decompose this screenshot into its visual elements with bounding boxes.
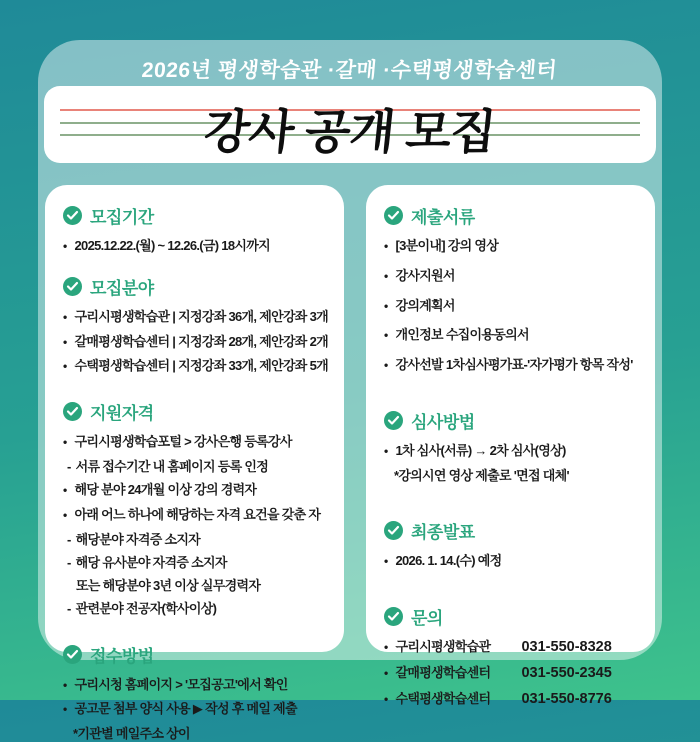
bullet-marker: • <box>383 268 388 283</box>
check-circle-icon <box>63 645 82 664</box>
bullet-marker: • <box>63 702 67 717</box>
list-subitem: - 서류 접수기간 내 홈페이지 등록 인정 <box>67 459 269 475</box>
contact-row <box>384 638 639 657</box>
contact-name: 구리시평생학습관 <box>395 638 491 654</box>
bullet-marker: • <box>383 554 388 569</box>
bullet-marker: • <box>383 666 388 681</box>
section-heading <box>384 408 639 433</box>
section-heading <box>384 604 639 629</box>
bullet-marker: • <box>63 239 67 253</box>
check-circle-icon <box>63 277 82 296</box>
bullet-marker: • <box>383 692 388 707</box>
section-heading <box>63 274 328 299</box>
section-heading <box>63 203 328 228</box>
footnote: *기관별 메일주소 상이 <box>73 726 190 742</box>
section-title: 지원자격 <box>90 404 154 424</box>
poster-frame <box>38 40 662 742</box>
bullet-marker: • <box>383 239 388 253</box>
check-circle-icon <box>63 402 82 421</box>
bullet-marker: • <box>63 508 67 523</box>
list-item: • 공고문 첨부 양식 사용 ▶ 작성 후 메일 제출 <box>63 701 297 717</box>
section-review-method <box>384 408 639 484</box>
section-title: 접수방법 <box>90 646 154 666</box>
contact-phone: 031-550-8328 <box>521 638 612 655</box>
left-card <box>45 185 344 742</box>
list-subitem-continued: 또는 해당분야 3년 이상 실무경력자 <box>76 578 261 594</box>
section-documents <box>384 203 639 374</box>
list-item: • 1차 심사(서류) → 2차 심사(영상) <box>383 443 566 459</box>
section-recruit-period <box>63 203 328 255</box>
list-item: • 강사선발 1차심사평가표-'자가평가 항목 작성' <box>383 357 633 373</box>
bullet-marker: • <box>383 639 388 654</box>
check-circle-icon <box>384 206 403 225</box>
list-item: • 2026. 1. 14.(수) 예정 <box>383 553 502 569</box>
check-circle-icon <box>63 206 82 225</box>
section-heading <box>384 203 639 228</box>
section-heading <box>384 518 639 543</box>
contact-name: 수택평생학습센터 <box>395 691 491 707</box>
list-subitem: - 관련분야 전공자(학사이상) <box>67 601 217 617</box>
content-columns <box>45 185 655 742</box>
banner <box>38 40 662 86</box>
section-final-announcement <box>384 518 639 570</box>
contact-row <box>384 664 639 683</box>
bullet-marker: • <box>63 359 67 374</box>
list-item: • 수택평생학습센터 | 지정강좌 33개, 제안강좌 5개 <box>63 358 328 374</box>
section-heading <box>63 642 328 667</box>
list-item: • 구리시청 홈페이지 > '모집공고'에서 확인 <box>63 676 288 692</box>
list-item: • [3분이내] 강의 영상 <box>383 238 499 253</box>
section-title: 심사방법 <box>410 413 475 433</box>
list-subitem: - 해당분야 자격증 소지자 <box>67 531 201 547</box>
bullet-marker: • <box>383 358 388 373</box>
list-item: • 구리시평생학습관 | 지정강좌 36개, 제안강좌 3개 <box>63 308 328 324</box>
bullet-marker: • <box>383 328 388 343</box>
right-card <box>366 185 655 708</box>
check-circle-icon <box>384 521 403 540</box>
section-title: 제출서류 <box>410 208 475 227</box>
section-title: 문의 <box>410 608 443 628</box>
check-circle-icon <box>384 607 403 626</box>
banner-text: 2026년 평생학습관 ·갈매 ·수택평생학습센터 <box>141 59 559 82</box>
bullet-marker: • <box>383 298 388 313</box>
list-item: • 갈매평생학습센터 | 지정강좌 28개, 제안강좌 2개 <box>63 333 328 349</box>
bullet-marker: • <box>63 677 67 692</box>
section-application-method <box>63 642 328 742</box>
section-title: 모집분야 <box>90 278 154 298</box>
section-title: 최종발표 <box>410 523 475 543</box>
dash-marker: - <box>67 555 71 571</box>
bullet-marker: • <box>63 483 67 498</box>
page-title: 강사 공개 모집 <box>201 105 498 158</box>
list-item: • 개인정보 수집이용동의서 <box>383 327 529 343</box>
contact-row <box>384 690 639 709</box>
bullet-marker: • <box>383 444 388 459</box>
title-card <box>44 86 656 163</box>
list-item: • 아래 어느 하나에 해당하는 자격 요건을 갖춘 자 <box>63 507 321 523</box>
list-item: • 2025.12.22.(월) ~ 12.26.(금) 18시까지 <box>63 238 270 253</box>
section-eligibility <box>63 399 328 617</box>
section-heading <box>63 399 328 424</box>
bullet-marker: • <box>63 309 67 324</box>
list-item: • 해당 분야 24개월 이상 강의 경력자 <box>63 482 257 498</box>
list-item: • 강사지원서 <box>383 267 455 283</box>
dash-marker: - <box>67 601 71 617</box>
contact-name: 갈매평생학습센터 <box>395 665 491 681</box>
list-subitem: - 해당 유사분야 자격증 소지자 <box>67 555 227 571</box>
bullet-marker: • <box>63 435 67 450</box>
footnote: *강의시연 영상 제출로 '면접 대체' <box>393 467 569 483</box>
contact-phone: 031-550-2345 <box>521 665 612 682</box>
dash-marker: - <box>67 459 71 475</box>
section-title: 모집기간 <box>90 208 154 227</box>
check-circle-icon <box>384 411 403 430</box>
dash-marker: - <box>67 531 71 547</box>
section-recruit-fields <box>63 274 328 375</box>
list-item: • 강의계획서 <box>383 297 455 313</box>
section-contact <box>384 604 639 709</box>
bullet-marker: • <box>63 334 67 349</box>
list-item: • 구리시평생학습포털 > 강사은행 등록강사 <box>63 434 292 450</box>
contact-phone: 031-550-8776 <box>521 691 612 708</box>
